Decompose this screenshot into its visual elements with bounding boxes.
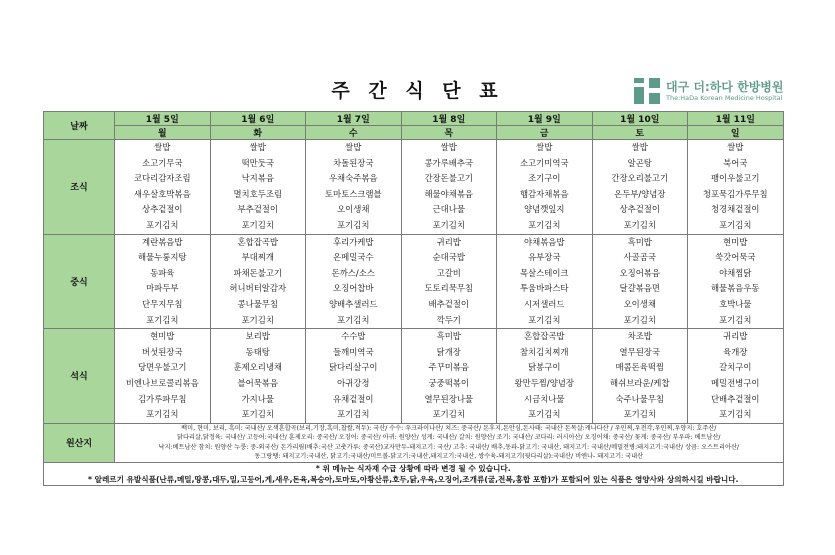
menu-item: 쌀밥 bbox=[536, 142, 553, 152]
menu-item: 알곤탕 bbox=[627, 157, 652, 168]
menu-item: 숙주나물무침 bbox=[615, 393, 665, 404]
menu-item: 유부장국 bbox=[528, 252, 561, 263]
day-date: 1월 9일 bbox=[497, 112, 593, 126]
menu-cell bbox=[210, 329, 306, 424]
menu-item: 유채겉절이 bbox=[333, 393, 374, 404]
menu-item: 콩가루배추국 bbox=[424, 157, 474, 168]
menu-item: 온두부/양념장 bbox=[614, 188, 666, 199]
menu-item: 호박나물 bbox=[719, 298, 752, 309]
menu-cell bbox=[688, 140, 784, 235]
menu-item: 순대국밥 bbox=[432, 252, 465, 263]
menu-item: 육개장 bbox=[723, 346, 748, 357]
menu-item: 야채찜닭 bbox=[719, 267, 752, 278]
menu-cell bbox=[497, 329, 593, 424]
menu-item: 쌀밥 bbox=[249, 142, 266, 152]
day-date: 1월 8일 bbox=[401, 112, 497, 126]
menu-item: 쌀밥 bbox=[440, 142, 457, 152]
menu-item: 당면우불고기 bbox=[137, 362, 187, 373]
menu-item: 팽이우불고기 bbox=[710, 173, 760, 184]
menu-item: 포기김치 bbox=[719, 314, 752, 325]
menu-item: 멸치호두조림 bbox=[233, 188, 283, 199]
day-of-week: 월 bbox=[115, 126, 211, 140]
meal-label: 중식 bbox=[44, 234, 115, 329]
menu-item: 포기김치 bbox=[337, 409, 370, 420]
hospital-logo-icon bbox=[634, 78, 660, 104]
menu-item: 보리밥 bbox=[245, 331, 270, 342]
menu-item: 부추겉절이 bbox=[237, 204, 278, 215]
meal-row bbox=[44, 140, 784, 235]
menu-item: 혼합잡곡밥 bbox=[524, 331, 565, 342]
menu-item: 북어국 bbox=[723, 157, 748, 168]
menu-item: 포기김치 bbox=[623, 219, 656, 230]
day-of-week: 목 bbox=[401, 126, 497, 140]
menu-cell bbox=[401, 234, 497, 329]
menu-item: 우채숙주볶음 bbox=[328, 173, 378, 184]
page-title: 주 간 식 단 표 bbox=[331, 80, 504, 102]
menu-cell bbox=[592, 140, 688, 235]
menu-item: 목살스테이크 bbox=[519, 267, 569, 278]
day-date: 1월 7일 bbox=[306, 112, 402, 126]
day-of-week: 화 bbox=[210, 126, 306, 140]
menu-item: 햄감자채볶음 bbox=[519, 188, 569, 199]
day-date: 1월 6일 bbox=[210, 112, 306, 126]
menu-item: 갈치구이 bbox=[719, 362, 752, 373]
note-line: * 알레르기 유발식품(난류,메밀,땅콩,대두,밀,고등어,게,새우,돈육,복숭아,토마토,아황산류,호두,닭,우육,오징어,조개류(굴,전복,홍합 포함)가 포함되어 있는 식품은 영양사와 상의하시길 바랍니다. bbox=[88, 474, 739, 484]
menu-item: 열무된장국 bbox=[619, 346, 660, 357]
menu-item: 소고기무국 bbox=[142, 157, 183, 168]
menu-item: 후리가케밥 bbox=[333, 236, 374, 247]
menu-cell bbox=[115, 140, 211, 235]
menu-item: 청포묵김가루무침 bbox=[702, 188, 768, 199]
origin-label: 원산지 bbox=[44, 423, 115, 462]
menu-item: 돈까스/소스 bbox=[331, 267, 375, 278]
notes-row bbox=[44, 462, 784, 485]
origin-line: 닭다리살,닭정육: 국내산/ 고등어:국내산/ 훈제오리: 중국산/ 오징어: 중국산/ 아귀: 원양산/ 성게: 국내산/ 갈치: 원양산/ 조기: 국내산/ 코다리: 러시아산/ 오징어채: 중국산/ 꽃게: 중국산/ 부우파: 베트남산/ bbox=[176, 434, 721, 442]
menu-cell bbox=[401, 140, 497, 235]
menu-item: 시금치나물 bbox=[524, 393, 565, 404]
menu-item: 오징어볶음 bbox=[619, 267, 660, 278]
menu-item: 마파두부 bbox=[146, 283, 179, 294]
menu-item: 현미밥 bbox=[150, 331, 175, 342]
menu-item: 고갈비 bbox=[436, 267, 461, 278]
menu-item: 김가루파무침 bbox=[137, 393, 187, 404]
menu-item: 귀리밥 bbox=[436, 236, 461, 247]
day-of-week: 토 bbox=[592, 126, 688, 140]
menu-item: 포기김치 bbox=[241, 314, 274, 325]
origin-row bbox=[44, 423, 784, 462]
date-row bbox=[44, 112, 784, 126]
menu-item: 해쉬브라운/케찹 bbox=[610, 377, 670, 388]
meal-row bbox=[44, 234, 784, 329]
menu-item: 단무지무침 bbox=[142, 298, 183, 309]
menu-item: 포기김치 bbox=[146, 219, 179, 230]
menu-item: 궁중떡볶이 bbox=[428, 377, 469, 388]
menu-item: 포기김치 bbox=[528, 219, 561, 230]
menu-item: 투움바파스타 bbox=[519, 283, 569, 294]
notes bbox=[44, 462, 784, 485]
menu-item: 버섯된장국 bbox=[142, 346, 183, 357]
menu-item: 닭개장 bbox=[436, 346, 461, 357]
menu-item: 주꾸미볶음 bbox=[428, 362, 469, 373]
menu-item: 포기김치 bbox=[719, 409, 752, 420]
menu-item: 시저샐러드 bbox=[524, 298, 565, 309]
menu-item: 포기김치 bbox=[432, 409, 465, 420]
menu-item: 계란볶음밥 bbox=[142, 236, 183, 247]
note-line: * 위 메뉴는 식자재 수급 상황에 따라 변경 될 수 있습니다. bbox=[315, 463, 511, 473]
day-of-week: 일 bbox=[688, 126, 784, 140]
origin-line: 동그랑땡: 돼지고기:국내산, 닭고기:국내산/미트볼-닭고기:국내산,돼지고기:국내산, 쌍수육-돼지고기(뒷다리살):국내산/ 비엔나- 돼지고기: 국내산 bbox=[254, 453, 644, 461]
menu-item: 새우살호박볶음 bbox=[133, 188, 191, 199]
menu-item: 달걀볶음면 bbox=[619, 283, 660, 294]
menu-item: 포기김치 bbox=[146, 314, 179, 325]
menu-item: 블어묵볶음 bbox=[237, 377, 278, 388]
menu-item: 열무된장나물 bbox=[424, 393, 474, 404]
menu-item: 흑미밥 bbox=[436, 331, 461, 342]
menu-item: 포기김치 bbox=[623, 314, 656, 325]
menu-item: 사골곰국 bbox=[623, 252, 656, 263]
menu-item: 청경채겉절이 bbox=[710, 204, 760, 215]
menu-item: 닭봉구이 bbox=[528, 362, 561, 373]
menu-item: 닭다리살구이 bbox=[328, 362, 378, 373]
menu-item: 포기김치 bbox=[337, 219, 370, 230]
menu-item: 포기김치 bbox=[528, 314, 561, 325]
origin-info bbox=[115, 423, 784, 462]
menu-item: 간장오리불고기 bbox=[611, 173, 669, 184]
date-header: 날짜 bbox=[44, 112, 115, 140]
menu-item: 메밀전병구이 bbox=[710, 377, 760, 388]
weekly-menu-table bbox=[43, 111, 784, 486]
menu-item: 해물볶음우동 bbox=[710, 283, 760, 294]
origin-line: 낙지:베트남산 참치: 원양산 누룽: 중-외국산/ 돈가리림(배추:국산 고춧가루: 중국산)교자만두-돼지고기: 국산/ 고추: 국내산/ 배추,동파-닭고기: 국내산, 돼지고기: 국내산/메밀전병:돼지고기:국내산/ 상큼: 오스트리아산/ bbox=[158, 443, 740, 451]
meal-row bbox=[44, 329, 784, 424]
hospital-english-name: The:HaDa Korean Medicine Hospital bbox=[666, 94, 783, 102]
menu-item: 소고기미역국 bbox=[519, 157, 569, 168]
menu-cell bbox=[592, 234, 688, 329]
menu-item: 부대찌개 bbox=[241, 252, 274, 263]
menu-cell bbox=[306, 329, 402, 424]
menu-item: 가지나물 bbox=[241, 393, 274, 404]
menu-item: 콩나물무침 bbox=[237, 298, 278, 309]
origin-line: 백미, 현미, 보리, 흑미: 국내산/ 오색혼합곡(보리,기장,흑미,찹쌀,적두): 국산/ 수수: 우크라이나산/ 치즈: 중국산/ 돈후지,돈안심,돈사태: 국내산 돈목살:캐나다산 / 우민찌,우전각,우민찌,우양지: 호주산/ bbox=[181, 424, 717, 432]
menu-item: 토마토스크램블 bbox=[324, 188, 382, 199]
menu-item: 차돌된장국 bbox=[333, 157, 374, 168]
menu-cell bbox=[306, 140, 402, 235]
day-date: 1월 10일 bbox=[592, 112, 688, 126]
menu-cell bbox=[497, 140, 593, 235]
menu-item: 야채볶음밥 bbox=[524, 236, 565, 247]
menu-cell bbox=[115, 234, 211, 329]
menu-item: 수수밥 bbox=[341, 331, 366, 342]
menu-item: 코다리감자조림 bbox=[133, 173, 191, 184]
menu-item: 포기김치 bbox=[432, 219, 465, 230]
menu-item: 오이생채 bbox=[623, 298, 656, 309]
menu-item: 현미밥 bbox=[723, 236, 748, 247]
menu-item: 쌀밥 bbox=[345, 142, 362, 152]
day-of-week: 수 bbox=[306, 126, 402, 140]
menu-item: 쌀밥 bbox=[727, 142, 744, 152]
menu-item: 포기김치 bbox=[623, 409, 656, 420]
menu-item: 쌀밥 bbox=[631, 142, 648, 152]
menu-item: 동파육 bbox=[150, 267, 175, 278]
menu-cell bbox=[592, 329, 688, 424]
menu-item: 비엔나브로콜리볶음 bbox=[125, 377, 199, 388]
day-date: 1월 5일 bbox=[115, 112, 211, 126]
menu-item: 포기김치 bbox=[146, 409, 179, 420]
menu-cell bbox=[401, 329, 497, 424]
menu-item: 흑미밥 bbox=[627, 236, 652, 247]
menu-item: 해물누룽지탕 bbox=[137, 252, 187, 263]
menu-item: 오징어찹바 bbox=[333, 283, 374, 294]
menu-item: 포기김치 bbox=[719, 219, 752, 230]
menu-item: 포기김치 bbox=[337, 314, 370, 325]
menu-item: 매콤돈육떡찜 bbox=[615, 362, 665, 373]
meal-label: 조식 bbox=[44, 140, 115, 235]
menu-item: 양념깻잎지 bbox=[524, 204, 565, 215]
menu-cell bbox=[688, 234, 784, 329]
menu-item: 단배추겉절이 bbox=[710, 393, 760, 404]
menu-item: 낙지볶음 bbox=[241, 173, 274, 184]
menu-item: 포기김치 bbox=[241, 409, 274, 420]
meal-label: 석식 bbox=[44, 329, 115, 424]
menu-item: 아귀강정 bbox=[337, 377, 370, 388]
menu-item: 동태탕 bbox=[245, 346, 270, 357]
menu-cell bbox=[115, 329, 211, 424]
day-date: 1월 11일 bbox=[688, 112, 784, 126]
menu-item: 파채돈불고기 bbox=[233, 267, 283, 278]
menu-item: 혼합잡곡밥 bbox=[237, 236, 278, 247]
menu-cell bbox=[688, 329, 784, 424]
menu-item: 쌀밥 bbox=[154, 142, 171, 152]
menu-item: 포기김치 bbox=[241, 219, 274, 230]
menu-item: 떡만둣국 bbox=[241, 157, 274, 168]
menu-item: 근대나물 bbox=[432, 204, 465, 215]
menu-cell bbox=[497, 234, 593, 329]
menu-item: 상추겉절이 bbox=[142, 204, 183, 215]
menu-item: 조기구이 bbox=[528, 173, 561, 184]
menu-cell bbox=[210, 140, 306, 235]
menu-item: 깍두기 bbox=[436, 314, 461, 325]
menu-cell bbox=[210, 234, 306, 329]
menu-item: 도토리묵무침 bbox=[424, 283, 474, 294]
menu-item: 온메밀국수 bbox=[333, 252, 374, 263]
menu-item: 훈제오리냉채 bbox=[233, 362, 283, 373]
weekday-row bbox=[44, 126, 784, 140]
menu-item: 허니버터알감자 bbox=[229, 283, 287, 294]
menu-cell bbox=[306, 234, 402, 329]
menu-item: 간장돈불고기 bbox=[424, 173, 474, 184]
hospital-name: 대구 더:하다 한방병원 bbox=[666, 80, 784, 94]
menu-item: 들깨미역국 bbox=[333, 346, 374, 357]
menu-item: 해물야채볶음 bbox=[424, 188, 474, 199]
menu-item: 왕만두찜/양념장 bbox=[514, 377, 574, 388]
menu-item: 상추겉절이 bbox=[619, 204, 660, 215]
menu-item: 참치김치찌개 bbox=[519, 346, 569, 357]
day-of-week: 금 bbox=[497, 126, 593, 140]
menu-item: 쑥갓어묵국 bbox=[715, 252, 756, 263]
menu-item: 귀리밥 bbox=[723, 331, 748, 342]
menu-item: 양배추샐러드 bbox=[328, 298, 378, 309]
menu-item: 포기김치 bbox=[528, 409, 561, 420]
menu-item: 오이생채 bbox=[337, 204, 370, 215]
menu-item: 차조밥 bbox=[627, 331, 652, 342]
menu-item: 배추겉절이 bbox=[428, 298, 469, 309]
